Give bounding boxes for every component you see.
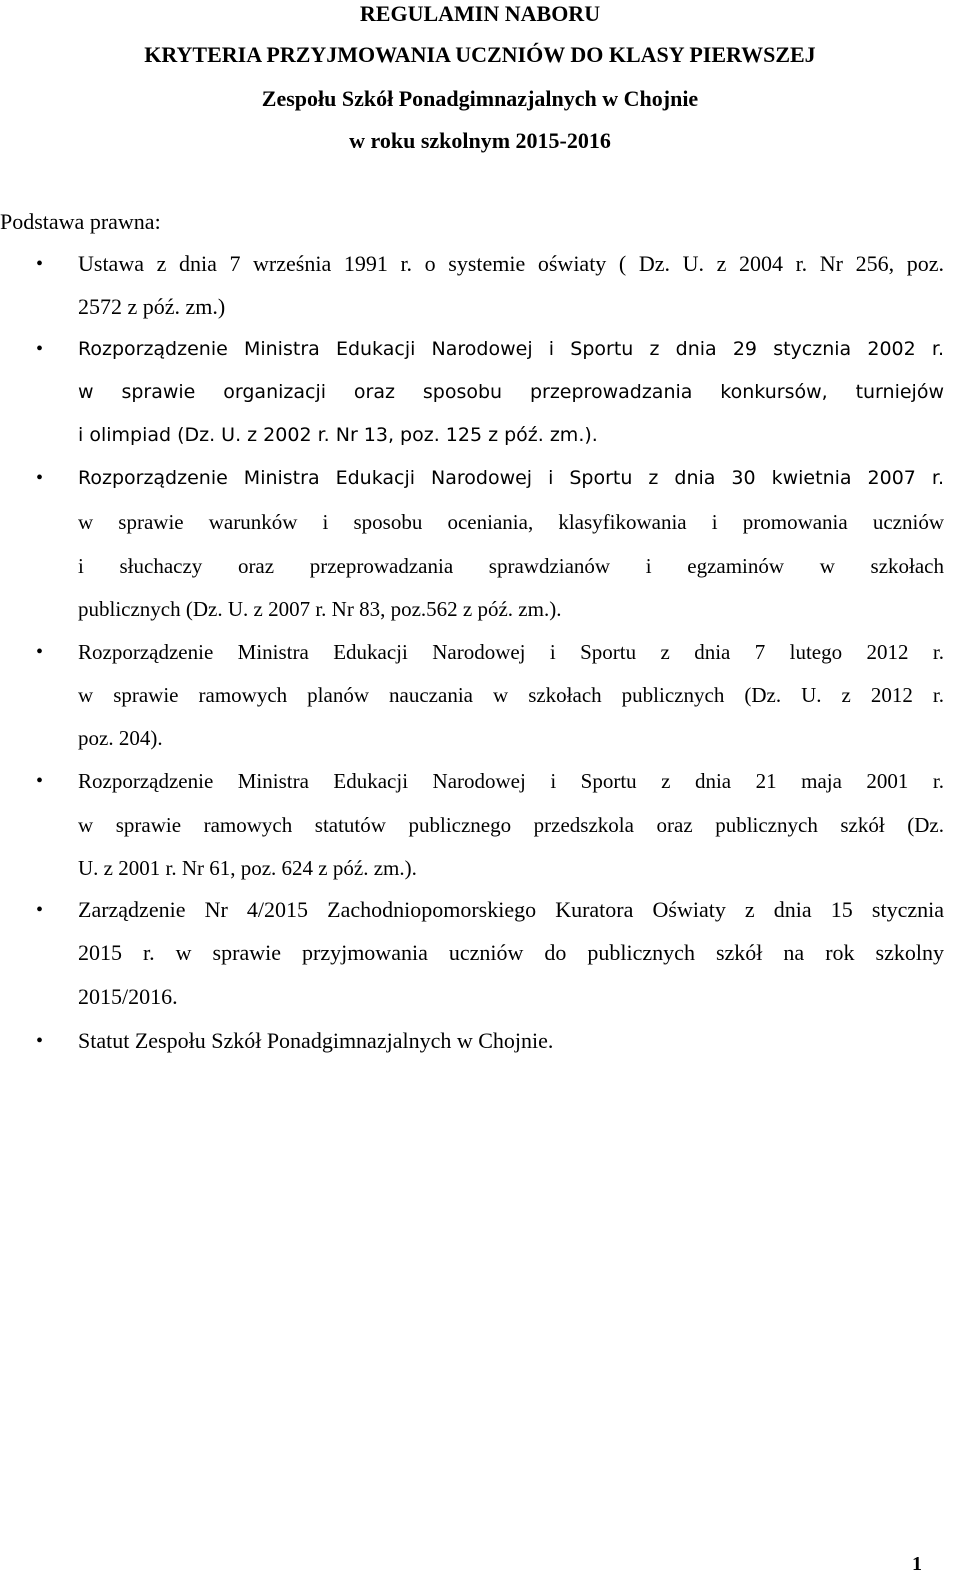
item-line: w sprawie warunków i sposobu oceniania, klasyfikowania i promowania uczniów xyxy=(78,510,944,534)
item-line: Statut Zespołu Szkół Ponadgimnazjalnych w Chojnie. xyxy=(78,1028,554,1053)
item-line: 2015/2016. xyxy=(78,984,178,1009)
bullet-icon: • xyxy=(36,770,44,792)
item-line: Rozporządzenie Ministra Edukacji Narodowej i Sportu z dnia 21 maja 2001 r. xyxy=(78,769,944,793)
item-line: Rozporządzenie Ministra Edukacji Narodowej i Sportu z dnia 29 stycznia 2002 r. xyxy=(78,338,944,360)
legal-basis-label: Podstawa prawna: xyxy=(0,209,161,234)
bullet-icon: • xyxy=(36,899,44,921)
item-line: i słuchaczy oraz przeprowadzania sprawdzianów i egzaminów w szkołach xyxy=(78,554,944,578)
item-line: poz. 204). xyxy=(78,726,163,750)
bullet-icon: • xyxy=(36,467,44,489)
bullet-icon: • xyxy=(36,338,44,360)
item-line: Zarządzenie Nr 4/2015 Zachodniopomorskiego Kuratora Oświaty z dnia 15 stycznia xyxy=(78,897,944,922)
item-line: w sprawie organizacji oraz sposobu przeprowadzania konkursów, turniejów xyxy=(78,381,944,403)
item-line: w sprawie ramowych planów nauczania w szkołach publicznych (Dz. U. z 2012 r. xyxy=(78,683,944,707)
title-line-4: w roku szkolnym 2015-2016 xyxy=(349,128,611,153)
bullet-icon: • xyxy=(36,253,44,275)
title-line-1: REGULAMIN NABORU xyxy=(359,1,601,26)
item-line: 2015 r. w sprawie przyjmowania uczniów do publicznych szkół na rok szkolny xyxy=(78,940,944,965)
title-line-2: KRYTERIA PRZYJMOWANIA UCZNIÓW DO KLASY PIERWSZEJ xyxy=(144,42,816,67)
item-line: Rozporządzenie Ministra Edukacji Narodowej i Sportu z dnia 7 lutego 2012 r. xyxy=(78,640,944,664)
item-line: Rozporządzenie Ministra Edukacji Narodowej i Sportu z dnia 30 kwietnia 2007 r. xyxy=(78,467,944,489)
bullet-icon: • xyxy=(36,1030,44,1052)
item-line: i olimpiad (Dz. U. z 2002 r. Nr 13, poz. 125 z póź. zm.). xyxy=(78,424,598,446)
title-line-3: Zespołu Szkół Ponadgimnazjalnych w Chojnie xyxy=(261,86,699,111)
item-line: U. z 2001 r. Nr 61, poz. 624 z póź. zm.). xyxy=(78,856,417,880)
page-number: 1 xyxy=(912,1553,922,1575)
item-line: w sprawie ramowych statutów publicznego przedszkola oraz publicznych szkół (Dz. xyxy=(78,813,944,837)
item-line: 2572 z póź. zm.) xyxy=(78,294,226,319)
item-line: publicznych (Dz. U. z 2007 r. Nr 83, poz.562 z póź. zm.). xyxy=(78,597,562,621)
bullet-icon: • xyxy=(36,641,44,663)
item-line: Ustawa z dnia 7 września 1991 r. o systemie oświaty ( Dz. U. z 2004 r. Nr 256, poz. xyxy=(78,251,944,276)
